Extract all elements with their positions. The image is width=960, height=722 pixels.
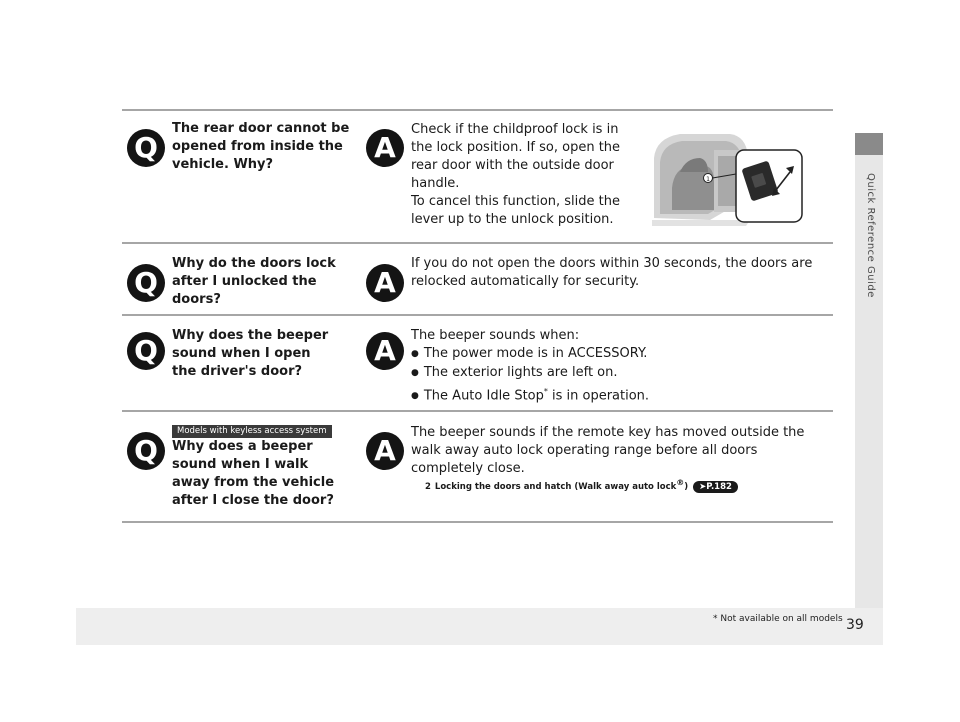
bullet-list xyxy=(411,345,791,406)
faq-answer xyxy=(411,121,641,229)
question-badge: Q xyxy=(127,264,165,302)
answer-line: Check if the childproof lock is in xyxy=(411,122,619,137)
faq-answer xyxy=(411,424,831,478)
illustration-callout: 1 xyxy=(706,176,710,183)
faq-question: Why do the doors lock after I unlocked the doors? xyxy=(172,256,336,307)
page-reference-button[interactable]: ➤P.182 xyxy=(693,481,738,493)
answer-line: The beeper sounds if the remote key has moved outside the xyxy=(411,425,805,440)
answer-line: If you do not open the doors within 30 seconds, the doors are xyxy=(411,256,813,271)
question-badge: Q xyxy=(127,432,165,470)
answer-badge: A xyxy=(366,432,404,470)
answer-line: walk away auto lock operating range before all doors xyxy=(411,443,758,458)
reference-close: ) xyxy=(684,481,689,492)
bullet-item: ● The power mode is in ACCESSORY. xyxy=(411,345,791,364)
faq-question: Why does the beeper sound when I open the driver's door? xyxy=(172,328,329,379)
answer-line: To cancel this function, slide the xyxy=(411,194,620,209)
model-tag: Models with keyless access system xyxy=(172,425,332,438)
faq-answer xyxy=(411,255,831,291)
footnote: * Not available on all models xyxy=(713,614,843,624)
answer-line: lever up to the unlock position. xyxy=(411,212,614,227)
childproof-lock-illustration xyxy=(650,128,805,226)
sidebar-tab xyxy=(855,133,883,155)
cross-reference-link[interactable] xyxy=(425,478,738,493)
answer-badge: A xyxy=(366,129,404,167)
faq-answer xyxy=(411,327,791,406)
divider xyxy=(122,314,833,316)
sidebar xyxy=(855,133,883,608)
reference-text: Locking the doors and hatch (Walk away auto lock xyxy=(434,481,677,492)
registered-mark: ® xyxy=(676,478,685,487)
page-number: 39 xyxy=(846,617,864,633)
footnote-marker: * xyxy=(543,387,548,396)
question-badge: Q xyxy=(127,332,165,370)
answer-intro: The beeper sounds when: xyxy=(411,328,580,343)
answer-line: completely close. xyxy=(411,461,525,476)
bullet-item: ● The Auto Idle Stop* is in operation. xyxy=(411,383,791,406)
sidebar-section-label: Quick Reference Guide xyxy=(865,173,876,298)
answer-line: the lock position. If so, open the xyxy=(411,140,621,155)
answer-line: handle. xyxy=(411,176,460,191)
faq-question: The rear door cannot be opened from inside the vehicle. Why? xyxy=(172,121,350,172)
divider xyxy=(122,242,833,244)
reference-arrow-icon: 2 xyxy=(425,481,431,492)
question-badge: Q xyxy=(127,129,165,167)
answer-line: rear door with the outside door xyxy=(411,158,614,173)
answer-badge: A xyxy=(366,264,404,302)
faq-question: Why does a beeper sound when I walk away from the vehicle after I close the door? xyxy=(172,439,335,508)
divider xyxy=(122,410,833,412)
divider xyxy=(122,109,833,111)
bullet-item: ● The exterior lights are left on. xyxy=(411,364,791,383)
answer-badge: A xyxy=(366,332,404,370)
answer-line: relocked automatically for security. xyxy=(411,274,640,289)
divider xyxy=(122,521,833,523)
